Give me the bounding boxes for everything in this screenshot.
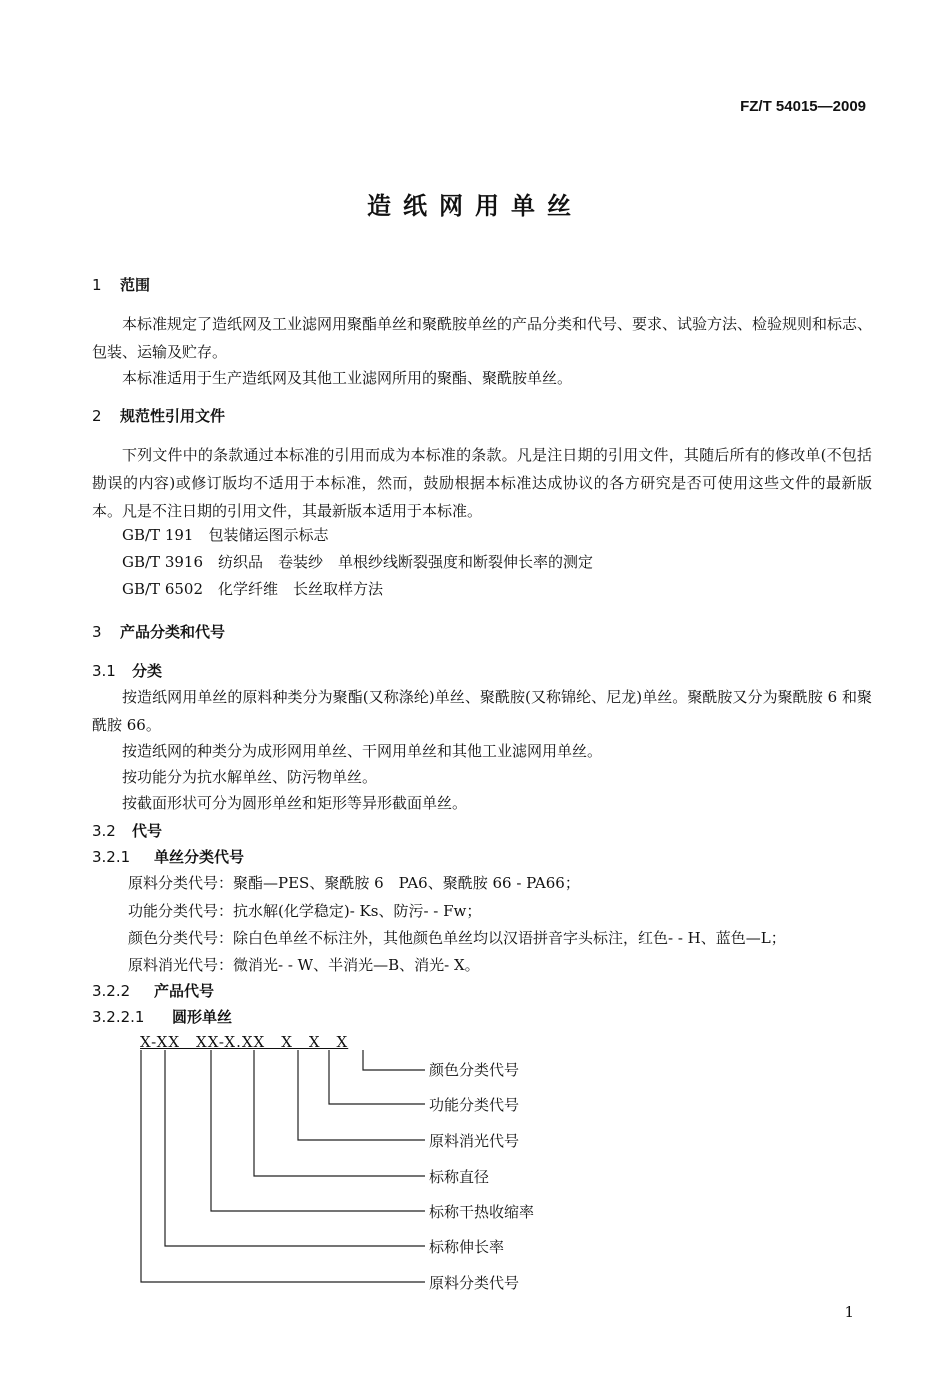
connector-line — [254, 1050, 425, 1176]
connector-line — [141, 1050, 425, 1282]
diagram-label: 标称伸长率 — [429, 1238, 505, 1256]
section-number: 3 — [92, 623, 102, 641]
section-title: 代号 — [132, 822, 163, 840]
page-title: 造纸网用单丝 — [367, 192, 583, 220]
code-pattern: X-XX XX-X.XX X X X — [140, 1033, 349, 1051]
code-line: 原料分类代号：聚酯—PES、聚酰胺 6 PA6、聚酰胺 66 - PA66； — [128, 874, 580, 892]
section-number: 2 — [92, 407, 102, 425]
paragraph: 本标准规定了造纸网及工业滤网用聚酯单丝和聚酰胺单丝的产品分类和代号、要求、试验方法、检验规则和标志、包装、运输及贮存。 — [92, 315, 873, 361]
section-number: 3.1 — [92, 662, 116, 680]
paragraph: 按造纸网的种类分为成形网用单丝、干网用单丝和其他工业滤网用单丝。 — [122, 742, 603, 760]
section-number: 3.2.2 — [92, 982, 131, 1000]
paragraph: 本标准适用于生产造纸网及其他工业滤网所用的聚酯、聚酰胺单丝。 — [122, 369, 573, 387]
paragraph: 按造纸网用单丝的原料种类分为聚酯(又称涤纶)单丝、聚酰胺(又称锦纶、尼龙)单丝。聚酰胺又分为聚酰胺 6 和聚酰胺 66。 — [92, 688, 872, 734]
diagram-label: 标称直径 — [429, 1168, 490, 1186]
paragraph: 按功能分为抗水解单丝、防污物单丝。 — [122, 768, 378, 786]
diagram-label: 标称干热收缩率 — [429, 1203, 535, 1221]
connector-line — [298, 1050, 425, 1140]
connector-line — [363, 1050, 425, 1070]
code-line: 原料消光代号：微消光- - W、半消光—B、消光- X。 — [128, 956, 480, 974]
reference-name: 包装储运图示标志 — [208, 526, 329, 544]
code-line: 功能分类代号：抗水解(化学稳定)- Ks、防污- - Fw； — [128, 902, 482, 920]
diagram-label: 原料分类代号 — [429, 1274, 520, 1292]
section-number: 3.2.2.1 — [92, 1008, 145, 1026]
reference-code: GB/T 191 — [122, 526, 194, 544]
section-title: 圆形单丝 — [172, 1008, 233, 1026]
page-number: 1 — [844, 1303, 854, 1321]
diagram-label: 功能分类代号 — [429, 1096, 520, 1114]
reference-name: 化学纤维 长丝取样方法 — [218, 580, 384, 598]
diagram-label: 颜色分类代号 — [429, 1061, 520, 1079]
paragraph: 按截面形状可分为圆形单丝和矩形等异形截面单丝。 — [122, 794, 468, 812]
reference-code: GB/T 6502 — [122, 580, 204, 598]
section-title: 分类 — [132, 662, 163, 680]
standard-code: FZ/T 54015—2009 — [740, 98, 866, 115]
connector-line — [165, 1050, 425, 1246]
reference-code: GB/T 3916 — [122, 553, 204, 571]
section-number: 1 — [92, 276, 102, 294]
section-title: 范围 — [120, 276, 151, 294]
connector-line — [329, 1050, 425, 1104]
section-title: 产品代号 — [154, 982, 215, 1000]
section-title: 产品分类和代号 — [120, 623, 226, 641]
section-title: 单丝分类代号 — [154, 848, 245, 866]
code-line: 颜色分类代号：除白色单丝不标注外，其他颜色单丝均以汉语拼音字头标注，红色- - H、蓝色—L； — [128, 929, 786, 947]
paragraph: 下列文件中的条款通过本标准的引用而成为本标准的条款。凡是注日期的引用文件，其随后所有的修改单(不包括勘误的内容)或修订版均不适用于本标准，然而，鼓励根据本标准达成协议的各方研究是否可使用这些文件的最新版本。凡是不注日期的引用文件，其最新版本适用于本标准。 — [92, 446, 872, 520]
reference-name: 纺织品 卷装纱 单根纱线断裂强度和断裂伸长率的测定 — [218, 553, 594, 571]
section-number: 3.2 — [92, 822, 116, 840]
section-number: 3.2.1 — [92, 848, 131, 866]
section-title: 规范性引用文件 — [120, 407, 226, 425]
connector-line — [211, 1050, 425, 1211]
diagram-label: 原料消光代号 — [429, 1132, 520, 1150]
